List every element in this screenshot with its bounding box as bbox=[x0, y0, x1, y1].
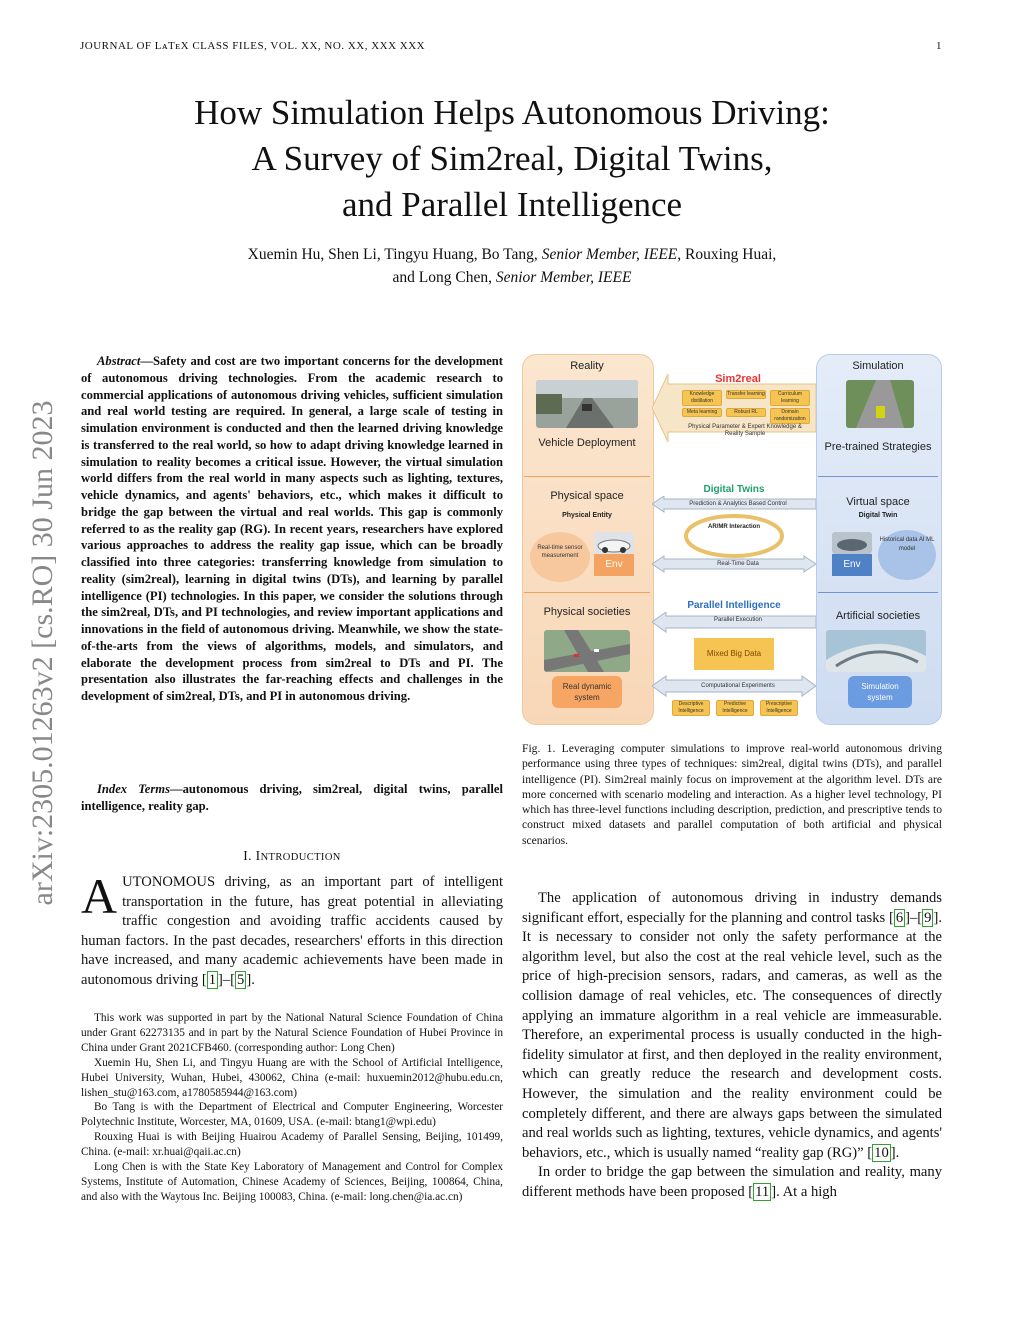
figure-1 bbox=[522, 354, 942, 724]
vehicle-deployment-label: Vehicle Deployment bbox=[538, 437, 636, 449]
footnote: Rouxing Huai is with Beijing Huairou Academy of Parallel Sensing, Beijing, 101499, China. (e-mail: xr.huai@qaii.ac.cn) bbox=[81, 1131, 503, 1159]
prediction-control-label: Prediction & Analytics Based Control bbox=[689, 501, 787, 507]
env-box-virtual: Env bbox=[832, 554, 872, 576]
realtime-data-label: Real-Time Data bbox=[717, 561, 759, 567]
figure-caption: Fig. 1. Leveraging computer simulations to improve real-world autonomous driving performance using three types of techniques: sim2real, digital twins (DTs), and parallel intelligence (PI). Sim2real mainly focus on improvement at the algorithm level. DTs are more concerned with scenario modeling and interaction. As a higher level technology, PI which has three-level functions including description, prediction, and prescriptive tends to construct mixed datasets and parallel computation of both artificial and physical scenarios. bbox=[522, 742, 942, 847]
citation-link[interactable]: 6 bbox=[895, 909, 904, 926]
physical-societies-label: Physical societies bbox=[543, 606, 631, 618]
abstract: Abstract—Safety and cost are two important concerns for the development of autonomous driving technologies. From the academic research to commercial applications of autonomous driving vehicles, sufficient simulation and real world testing are required. In general, a large scale of testing in simulation environment is conducted and then the learned driving knowledge is transferred to the real world, so how to adapt driving knowledge learned in simulation to reality becomes a critical issue. However, the virtual simulation world differs from the real world in many aspects such as lighting, textures, vehicle dynamics, and agents' behaviors, etc., which makes it difficult to bridge the gap between the virtual and real worlds. This gap is commonly referred to as the reality gap (RG). In recent years, researchers have explored various approaches to address the reality gap issue, which can be broadly classified into three categories: transferring knowledge from simulation to reality (sim2real), learning in digital twins (DTs), and learning by parallel intelligence (PI) technologies. In this paper, we consider the solutions through the sim2real, DTs, and PI technologies, and review important applications and innovations in the field of autonomous driving. Meanwhile, we show the state-of-the-arts from the views of algorithms, models, and simulators, and elaborate the development process from sim2real to DTs and PI. The presentation also illustrates the far-reaching effects and challenges in the development of sim2real, DTs, and PI in autonomous driving. bbox=[81, 354, 503, 703]
car-photo-image bbox=[594, 532, 634, 554]
sim2real-note: Physical Parameter & Expert Knowledge & Reality Sample bbox=[688, 424, 802, 437]
running-header: JOURNAL OF LᴀTᴇX CLASS FILES, VOL. XX, NO. XX, XXX XXX bbox=[80, 40, 426, 52]
parallel-intelligence-arrows bbox=[652, 612, 816, 712]
title-line-2: A Survey of Sim2real, Digital Twins, bbox=[251, 139, 773, 178]
parallel-intelligence-title: Parallel Intelligence bbox=[687, 600, 781, 611]
computational-experiments-label: Computational Experiments bbox=[701, 683, 775, 689]
mixed-big-data-box: Mixed Big Data bbox=[706, 649, 762, 658]
env-box: Env bbox=[594, 554, 634, 576]
footnotes bbox=[81, 1011, 503, 1205]
technique-chip: Curriculum learning bbox=[770, 390, 810, 406]
footnote: This work was supported in part by the National Natural Science Foundation of China under Grant 62273135 and in part by the Natural Science Foundation of Hubei Province in China under Grant 2021CFB460. (corresponding author: Long Chen) bbox=[81, 1012, 503, 1054]
citation-link[interactable]: 1 bbox=[208, 971, 216, 988]
intelligence-chip: Predictive Intelligence bbox=[716, 700, 754, 716]
arxiv-identifier: arXiv:2305.01263v2 [cs.RO] 30 Jun 2023 bbox=[26, 400, 59, 906]
technique-chip: Domain randomization bbox=[770, 408, 810, 424]
physical-space-label: Physical space bbox=[550, 490, 624, 502]
technique-chip: Transfer learning bbox=[727, 391, 765, 397]
citation-link[interactable]: 9 bbox=[924, 909, 932, 926]
pretrained-strategies-label: Pre-trained Strategies bbox=[824, 441, 932, 453]
ar-mr-interaction: AR/MR Interaction bbox=[707, 524, 760, 530]
footnote: Long Chen is with the State Key Laboratory of Management and Control for Complex Systems, Institute of Automation, Chinese Academy of Sciences, Beijing, 100864, China, and also with the Waytous Inc. Beijing 100083, China. (e-mail: long.chen@ia.ac.cn) bbox=[81, 1161, 503, 1203]
title-line-1: How Simulation Helps Autonomous Driving: bbox=[194, 93, 830, 132]
digital-twin-label: Digital Twin bbox=[858, 512, 898, 519]
footnote: Bo Tang is with the Department of Electrical and Computer Engineering, Worcester Polytechnic Institute, Worcester, MA, 01609, USA. (e-mail: btang1@wpi.edu) bbox=[81, 1101, 503, 1129]
paragraph: In order to bridge the gap between the simulation and reality, many different methods have been proposed [ 11 ]. At a high bbox=[522, 1164, 942, 1200]
right-column-body bbox=[522, 889, 942, 1203]
citation-link[interactable]: 10 bbox=[874, 1144, 889, 1161]
simulator-screenshot-image bbox=[846, 380, 914, 428]
technique-chip: Knowledge distillation bbox=[682, 390, 722, 406]
intelligence-chip: Descriptive Intelligence bbox=[672, 700, 710, 716]
intro-paragraph: AUTONOMOUS driving, as an important part of intelligent transportation in the future, has great potential in alleviating traffic congestion and avoiding traffic accidents caused by human factors. In the past decades, researchers' efforts in this direction have increased, and many academic achievements have been made in autonomous driving [ 1 ]–[ 5 ]. bbox=[81, 868, 503, 988]
simulation-label: Simulation bbox=[852, 360, 904, 372]
paragraph: The application of autonomous driving in industry demands significant effort, especially for the planning and control tasks [ 6 ]–[ 9 ]. It is necessary to consider not only the safety performance at the algorithm level, but also the cost at the real vehicle level, such as the price of high-precision sensors, radars, and cameras, as well as the collision damage of real vehicles, etc. The consequences of directly applying an immature algorithm in a real vehicle are immeasurable. Therefore, an experimental process is usually conducted in the high-fidelity simulator at first, and then deployed in the reality environment, which can greatly reduce the research and development costs. However, the simulation and the reality environment could be completely different, and there are always gaps between the simulated and real worlds such as lighting, textures, vehicle dynamics, and agents' behaviors, etc., which is usually named “reality gap (RG)” [ 10 ]. bbox=[522, 890, 942, 1161]
parallel-execution-label: Parallel Execution bbox=[713, 617, 763, 623]
digital-twins-title: Digital Twins bbox=[703, 484, 765, 495]
reality-label: Reality bbox=[570, 360, 604, 372]
realtime-sensor-circle: Real-time sensor measurement bbox=[530, 532, 590, 582]
paper-title bbox=[100, 90, 924, 228]
footnote: Xuemin Hu, Shen Li, and Tingyu Huang are with the School of Artificial Intelligence, Hubei University, Wuhan, Hubei, 430062, China (e-mail: huxuemin2012@hubu.edu.cn, lishen_stu@163.com, a1780585944@163.com) bbox=[81, 1056, 503, 1099]
physical-entity-label: Physical Entity bbox=[562, 512, 612, 519]
virtual-space-label: Virtual space bbox=[846, 496, 910, 508]
artificial-societies-label: Artificial societies bbox=[835, 610, 921, 622]
artificial-city-image bbox=[826, 630, 926, 672]
citation-link[interactable]: 5 bbox=[237, 971, 245, 988]
intelligence-chip: Prescriptive Intelligence bbox=[760, 700, 798, 716]
traffic-photo-image bbox=[544, 630, 630, 672]
technique-chip: Meta learning bbox=[682, 408, 722, 417]
simulation-system-box: Simulation system bbox=[848, 676, 912, 708]
citation-link[interactable]: 11 bbox=[755, 1183, 770, 1200]
historical-data-circle: Historical data AI ML model bbox=[878, 530, 936, 580]
index-terms: Index Terms—autonomous driving, sim2real, digital twins, parallel intelligence, reality gap. bbox=[81, 782, 503, 813]
title-line-3: and Parallel Intelligence bbox=[341, 185, 683, 224]
technique-chip: Robust RL bbox=[726, 408, 766, 417]
page-number: 1 bbox=[936, 40, 942, 52]
section-heading-introduction: I. INTRODUCTION bbox=[243, 848, 341, 863]
drop-cap: A bbox=[81, 868, 118, 924]
road-photo-image bbox=[536, 380, 638, 428]
digital-car-image bbox=[832, 532, 872, 554]
real-dynamic-system-box: Real dynamic system bbox=[552, 676, 622, 708]
author-list: Xuemin Hu, Shen Li, Tingyu Huang, Bo Tang, Senior Member, IEEE, Rouxing Huai, and Long Chen, Senior Member, IEEE bbox=[247, 246, 777, 286]
sim2real-title: Sim2real bbox=[715, 373, 761, 385]
